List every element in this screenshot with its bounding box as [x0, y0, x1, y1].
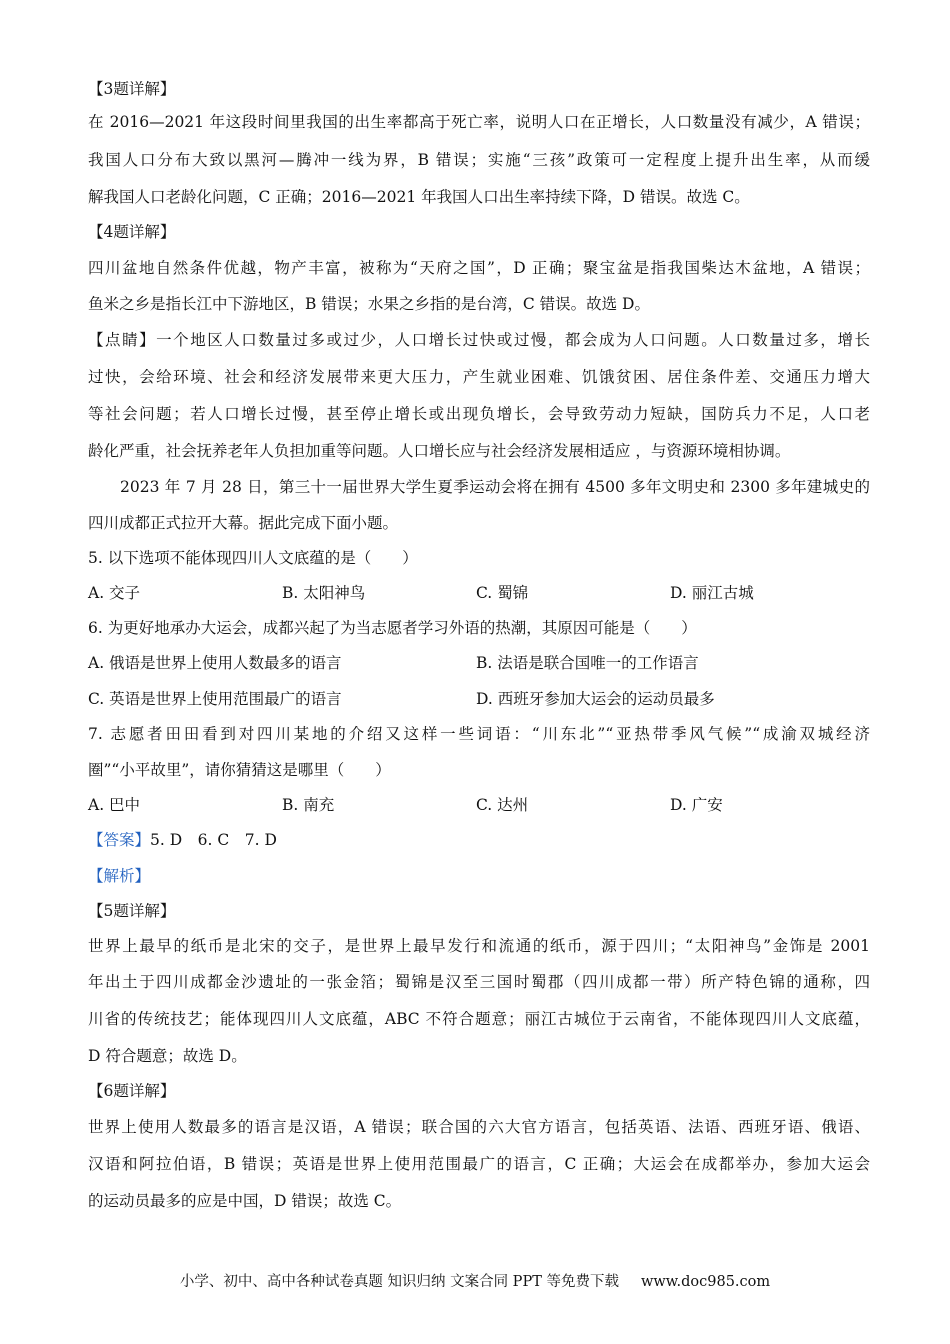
q5-option-b: B. 太阳神鸟	[282, 584, 366, 602]
q6-heading: 【6题详解】	[88, 1082, 176, 1100]
q6-line-1: 世界上使用人数最多的语言是汉语，A 错误；联合国的六大官方语言，包括英语、法语、西班牙语、俄语、	[88, 1118, 870, 1136]
intro-line-2: 四川成都正式拉开大幕。据此完成下面小题。	[88, 514, 399, 532]
q6-stem: 6. 为更好地承办大运会，成都兴起了为当志愿者学习外语的热潮，其原因可能是（ ）	[88, 619, 697, 637]
q7-stem-line-1: 7. 志愿者田田看到对四川某地的介绍又这样一些词语：“川东北”“亚热带季风气候”“成渝双城经济	[88, 725, 870, 743]
q4-line-1: 四川盆地自然条件优越，物产丰富，被称为“天府之国”，D 正确；聚宝盆是指我国柴达木盆地，A 错误；	[88, 259, 870, 277]
q6-option-a: A. 俄语是世界上使用人数最多的语言	[88, 654, 342, 672]
q4-line-2: 鱼米之乡是指长江中下游地区，B 错误；水果之乡指的是台湾，C 错误。故选 D。	[88, 295, 650, 313]
q6-line-2: 汉语和阿拉伯语，B 错误；英语是世界上使用范围最广的语言，C 正确；大运会在成都举办，参加大运会	[88, 1155, 870, 1173]
analysis-label: 【解析】	[88, 867, 151, 885]
q3-heading: 【3题详解】	[88, 80, 176, 98]
q7-option-b: B. 南充	[282, 796, 335, 814]
q4-heading: 【4题详解】	[88, 223, 176, 241]
answer-text: 5. D 6. C 7. D	[150, 831, 277, 849]
q6-option-b: B. 法语是联合国唯一的工作语言	[476, 654, 699, 672]
q5-line-3: 川省的传统技艺；能体现四川人文底蕴，ABC 不符合题意；丽江古城位于云南省，不能体现四川人文底蕴，	[88, 1010, 870, 1028]
q7-option-d: D. 广安	[670, 796, 723, 814]
tip-line-3: 等社会问题；若人口增长过慢，甚至停止增长或出现负增长，会导致劳动力短缺，国防兵力不足，人口老	[88, 405, 870, 423]
tip-line-1: 【点睛】一个地区人口数量过多或过少，人口增长过快或过慢，都会成为人口问题。人口数量过多，增长	[88, 331, 870, 349]
q5-line-2: 年出土于四川成都金沙遗址的一张金箔；蜀锦是汉至三国时蜀郡（四川成都一带）所产特色锦的通称，四	[88, 973, 870, 991]
q7-option-c: C. 达州	[476, 796, 529, 814]
q6-option-c: C. 英语是世界上使用范围最广的语言	[88, 690, 342, 708]
q3-line-1: 在 2016—2021 年这段时间里我国的出生率都高于死亡率，说明人口在正增长，人口数量没有减少，A 错误；	[88, 113, 870, 131]
q6-line-3: 的运动员最多的应是中国，D 错误；故选 C。	[88, 1192, 402, 1210]
q5-option-c: C. 蜀锦	[476, 584, 529, 602]
q5-stem: 5. 以下选项不能体现四川人文底蕴的是（ ）	[88, 549, 418, 567]
q5-option-a: A. 交子	[88, 584, 141, 602]
q5-heading: 【5题详解】	[88, 902, 176, 920]
footer-text: 小学、初中、高中各种试卷真题 知识归纳 文案合同 PPT 等免费下载	[179, 1274, 619, 1290]
answer-line	[88, 830, 870, 850]
q5-line-1: 世界上最早的纸币是北宋的交子，是世界上最早发行和流通的纸币，源于四川；“太阳神鸟”金饰是 2001	[88, 937, 870, 955]
q7-option-a: A. 巴中	[88, 796, 141, 814]
answer-label: 【答案】	[88, 831, 151, 849]
q6-option-d: D. 西班牙参加大运会的运动员最多	[476, 690, 715, 708]
q3-line-3: 解我国人口老龄化问题，C 正确；2016—2021 年我国人口出生率持续下降，D 错误。故选 C。	[88, 188, 750, 206]
q5-option-d: D. 丽江古城	[670, 584, 754, 602]
page-footer	[0, 1270, 950, 1291]
q3-line-2: 我国人口分布大致以黑河—腾冲一线为界，B 错误；实施“三孩”政策可一定程度上提升出生率，从而缓	[88, 151, 870, 169]
q7-stem-line-2: 圈”“小平故里”，请你猜猜这是哪里（ ）	[88, 761, 391, 779]
q5-line-4: D 符合题意；故选 D。	[88, 1047, 247, 1065]
tip-line-4: 龄化严重，社会抚养老年人负担加重等问题。人口增长应与社会经济发展相适应 ，与资源环境相协调。	[88, 442, 791, 460]
intro-line-1: 2023 年 7 月 28 日，第三十一届世界大学生夏季运动会将在拥有 4500 多年文明史和 2300 多年建城史的	[120, 478, 870, 496]
footer-url[interactable]: www.doc985.com	[640, 1274, 771, 1290]
tip-line-2: 过快，会给环境、社会和经济发展带来更大压力，产生就业困难、饥饿贫困、居住条件差、交通压力增大	[88, 368, 870, 386]
